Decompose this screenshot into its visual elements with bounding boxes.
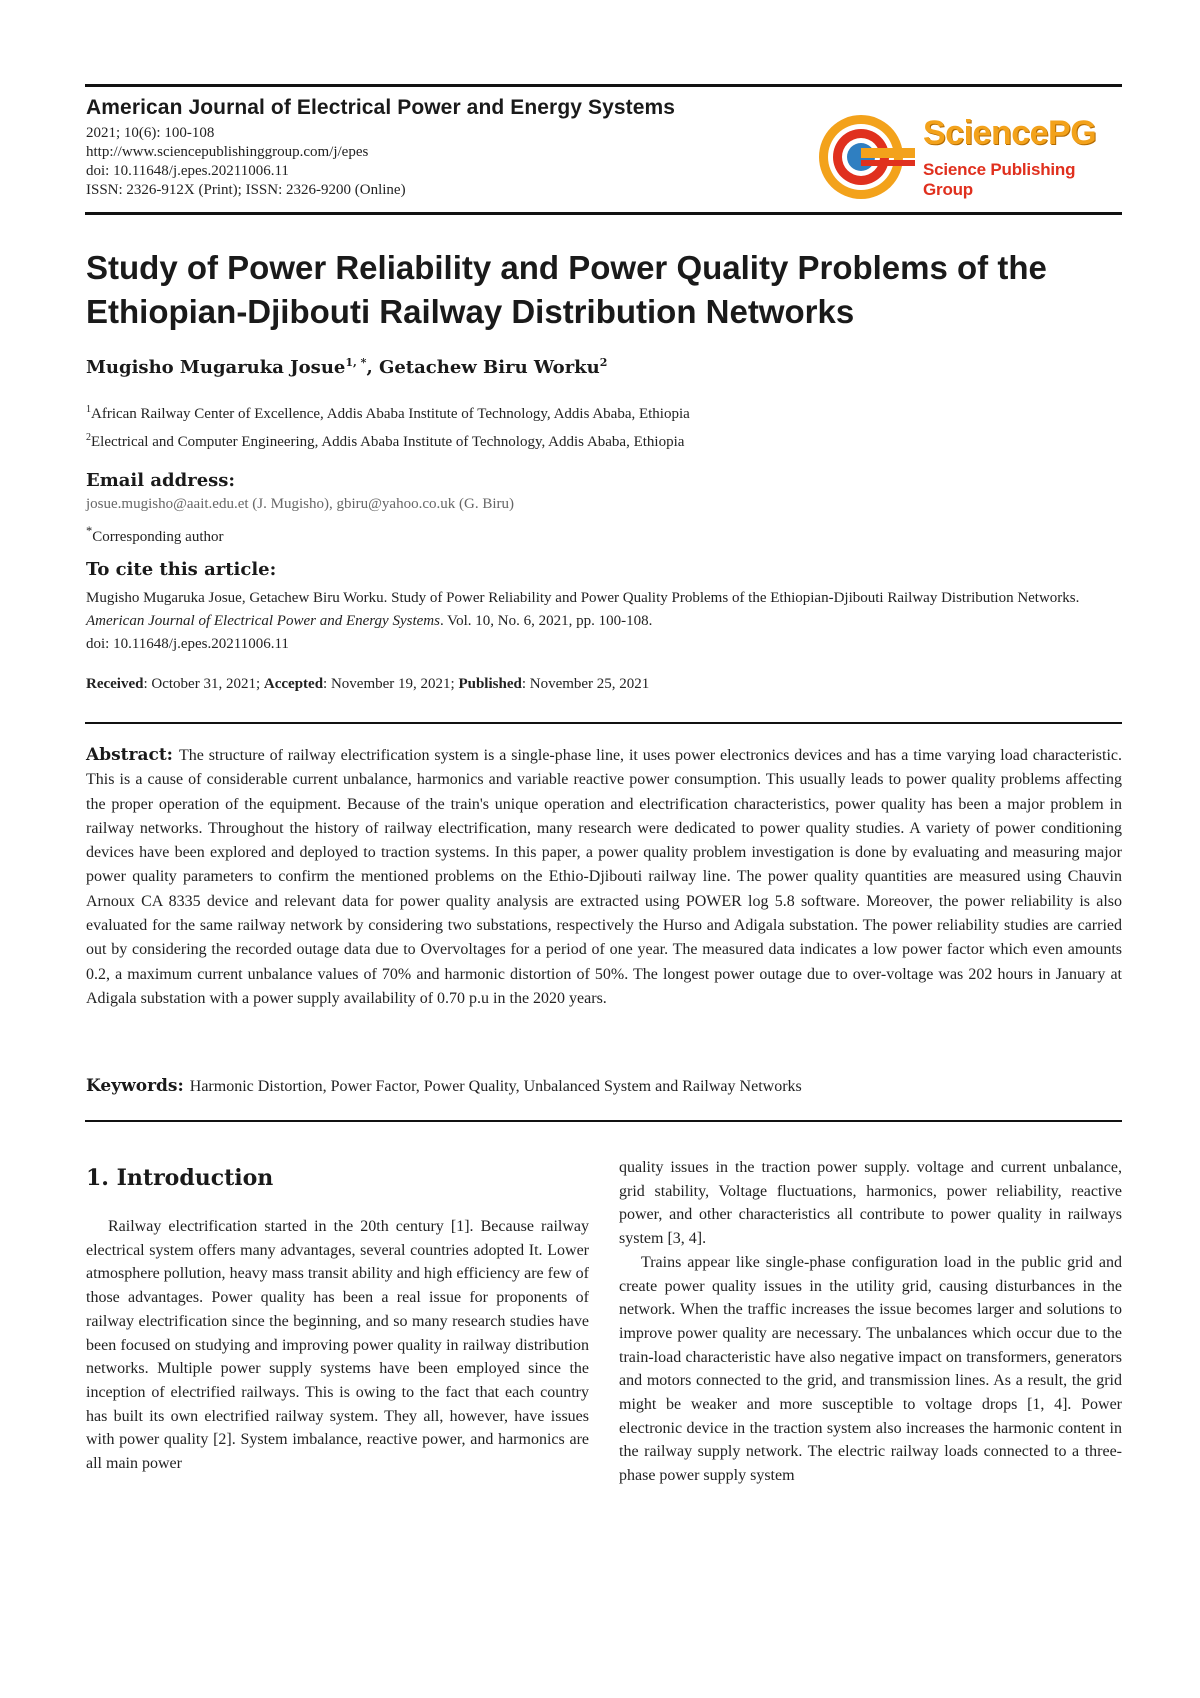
accepted-date: : November 19, 2021; (323, 676, 459, 692)
top-rule (85, 84, 1122, 87)
author-separator: , (366, 357, 379, 378)
accepted-label: Accepted (263, 676, 324, 692)
keywords-section (86, 1076, 1122, 1096)
citation-volume: . Vol. 10, No. 6, 2021, pp. 100-108. (439, 613, 653, 629)
affiliation-2 (86, 432, 684, 451)
cite-heading: To cite this article: (86, 559, 277, 580)
received-label: Received (86, 676, 144, 692)
logo-main-text: SciencePG (923, 114, 1097, 152)
author-1-affiliation-mark: 1, * (345, 356, 367, 369)
keywords-bottom-rule (85, 1120, 1122, 1122)
received-date: : October 31, 2021; (143, 676, 264, 692)
affiliation-2-number: 2 (86, 432, 91, 443)
corresponding-text: Corresponding author (92, 529, 224, 545)
journal-doi: doi: 10.11648/j.epes.20211006.11 (86, 163, 289, 179)
introduction-paragraph-1-continued: quality issues in the traction power supply. voltage and current unbalance, grid stability, Voltage fluctuations, harmonics, power reliability, reactive power, and other characteristics all contribute to power quality in railways system [3, 4]. (619, 1159, 1122, 1248)
sciencepg-logo (815, 110, 1115, 200)
sciencepg-emblem-icon (815, 110, 915, 202)
abstract-top-rule (85, 722, 1122, 724)
affiliation-1-text: African Railway Center of Excellence, Addis Ababa Institute of Technology, Addis Ababa, Ethiopia (91, 406, 690, 422)
journal-url[interactable]: http://www.sciencepublishinggroup.com/j/epes (86, 144, 369, 160)
introduction-paragraph-2: Trains appear like single-phase configuration load in the public grid and create power quality issues in the utility grid, causing disturbances in the network. When the traffic increases the issue becomes larger and solutions to improve power quality are necessary. The unbalances which occur due to the train-load characteristic have also negative impact on transformers, generators and motors connected to the grid, and transmission lines. As a result, the grid might be weaker and more susceptible to voltage drops [1, 4]. Power electronic device in the traction system also increases the harmonic content in the railway supply network. The electric railway loads connected to a three-phase power supply system (619, 1253, 1122, 1485)
citation-journal: American Journal of Electrical Power and Energy Systems (86, 613, 440, 629)
citation-block (86, 587, 1122, 656)
journal-name: American Journal of Electrical Power and Energy Systems (86, 96, 676, 119)
affiliation-1 (86, 404, 690, 423)
journal-header (86, 96, 786, 200)
abstract-label: Abstract: (86, 745, 173, 765)
logo-sub-text: Science Publishing Group (923, 160, 1076, 199)
author-2: Getachew Biru Worku (378, 357, 600, 378)
affiliation-1-number: 1 (86, 404, 91, 415)
author-2-affiliation-mark: 2 (599, 356, 608, 369)
citation-text: Mugisho Mugaruka Josue, Getachew Biru Worku. Study of Power Reliability and Power Quality Problems of the Ethiopian-Djibouti Railway Distribution Networks. (86, 590, 1080, 606)
publication-dates (86, 676, 649, 693)
introduction-right-column (619, 1156, 1122, 1488)
article-title: Study of Power Reliability and Power Quality Problems of the Ethiopian-Djibouti Railway Distribution Networks (86, 249, 1047, 330)
introduction-heading: 1. Introduction (86, 1165, 274, 1191)
published-label: Published (458, 676, 522, 692)
email-heading: Email address: (86, 470, 236, 491)
corresponding-mark: * (86, 524, 93, 538)
affiliation-2-text: Electrical and Computer Engineering, Addis Ababa Institute of Technology, Addis Ababa, Ethiopia (91, 434, 685, 450)
citation-doi: doi: 10.11648/j.epes.20211006.11 (86, 636, 289, 652)
email-addresses[interactable]: josue.mugisho@aait.edu.et (J. Mugisho), gbiru@yahoo.co.uk (G. Biru) (86, 496, 514, 512)
introduction-paragraph-1: Railway electrification started in the 20th century [1]. Because railway electrical system offers many advantages, several countries adopted It. Lower atmosphere pollution, heavy mass transit ability and high efficiency are few of those advantages. Power quality has been a real issue for proponents of railway electrification since the beginning, and so many research studies have been focused on studying and improving power quality in railway distribution networks. Multiple power supply systems have been employed since the inception of electrified railways. This is owing to the fact that each country has built its own electrified railway system. They all, however, have issues with power quality [2]. System imbalance, reactive power, and harmonics are all main power (86, 1218, 589, 1473)
keywords-label: Keywords: (86, 1076, 184, 1096)
journal-issue: 2021; 10(6): 100-108 (86, 125, 215, 141)
published-date: : November 25, 2021 (521, 676, 650, 692)
author-line (86, 356, 607, 378)
corresponding-author-note (86, 524, 223, 546)
header-bottom-rule (85, 212, 1122, 215)
abstract-text: The structure of railway electrification system is a single-phase line, it uses power electronics devices and has a time varying load characteristic. This is a cause of considerable current unbalance, harmonics and variable reactive power consumption. This usually leads to power quality problems affecting the proper operation of the equipment. Because of the train's unique operation and electrification characteristics, power quality has been a major problem in railway networks. Throughout the history of railway electrification, many research were dedicated to power quality studies. A variety of power conditioning devices have been explored and deployed to traction systems. In this paper, a power quality problem investigation is done by evaluating and measuring major power quality parameters to confirm the mentioned problems on the Ethio-Djibouti railway line. The power quality quantities are measured using Chauvin Arnoux CA 8335 device and relevant data for power quality analysis are extracted using POWER log 5.8 software. Moreover, the power reliability is also evaluated for the same railway network by considering two substations, respectively the Hurso and Adigala substation. The power reliability studies are carried out by considering the recorded outage data due to Overvoltages for a period of one year. The measured data indicates a low power factor which even amounts 0.2, a maximum current unbalance values of 70% and harmonic distortion of 50%. The longest power outage due to over-voltage was 202 hours in January at Adigala substation with a power supply availability of 0.70 p.u in the 2020 years. (86, 747, 1122, 1007)
author-1: Mugisho Mugaruka Josue (86, 357, 346, 378)
abstract-section (86, 743, 1122, 1011)
introduction-left-column (86, 1215, 589, 1476)
keywords-text: Harmonic Distortion, Power Factor, Power Quality, Unbalanced System and Railway Networks (189, 1078, 802, 1095)
journal-issn: ISSN: 2326-912X (Print); ISSN: 2326-9200 (Online) (86, 182, 406, 198)
